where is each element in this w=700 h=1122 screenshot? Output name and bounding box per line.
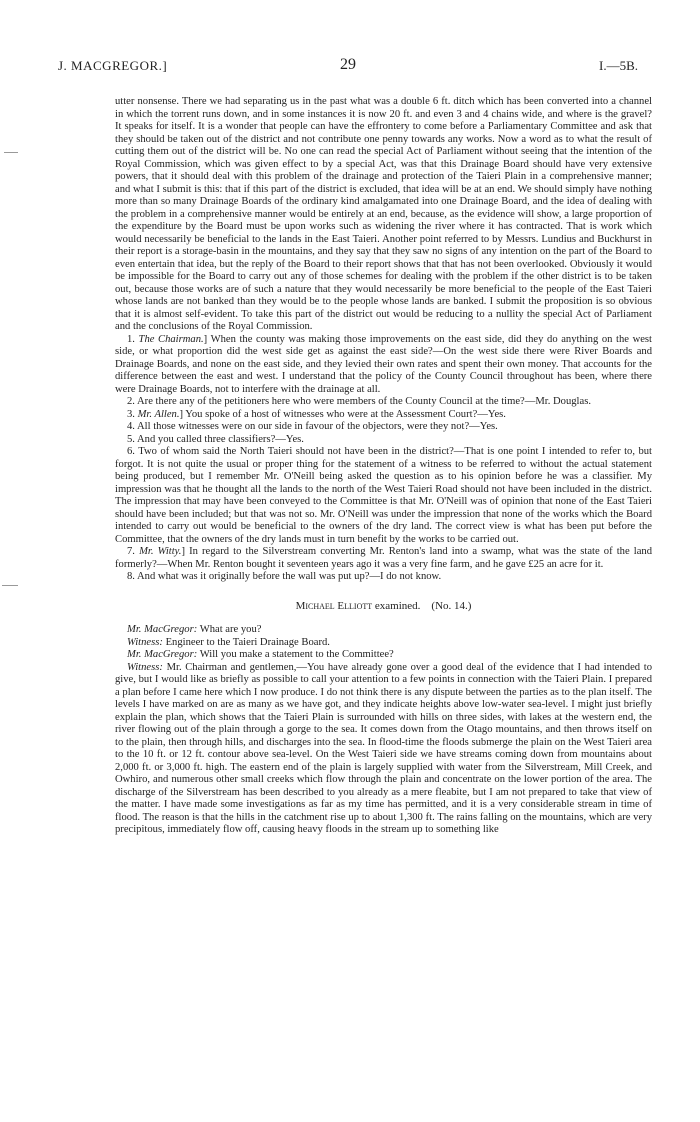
header-witness-name: J. MACGREGOR.] [58,58,168,73]
question-2: 2. Are there any of the petitioners here who were members of the County Council at the time?—Mr. Douglas. [127,396,591,407]
witness-name: Michael Elliott [295,599,373,612]
page-number: 29 [340,56,356,73]
page-body [115,96,652,837]
question-speaker: Mr. Allen. [137,408,180,420]
question-7: 7. Mr. Witty.] In regard to the Silverstream converting Mr. Renton's land into a swamp, what was the state of the land formerly?—When Mr. Renton bought it seventeen years ago it was a very fine farm, and he gave £25 an acre for it. [115,546,653,570]
question-speaker: Mr. Witty. [139,546,182,557]
section-heading: Michael Elliott examined. (No. 14.) [295,599,472,612]
margin-mark [4,152,18,153]
dialogue-line: Witness: Engineer to the Taieri Drainage Board. [127,636,330,648]
question-8: 8. And what was it originally before the wall was put up?—I do not know. [127,571,442,582]
opening-paragraph: utter nonsense. There we had separating us in the past what was a double 6 ft. ditch which has been converted into a channel in which the torrent runs down, and in some instances it is now 20 ft. and even 3 and 4 chains wide, and where is the gravel? It speaks for itself. It is a wonder that people can have the effrontery to come before a Parliamentary Committee and ask that they should be taken out of the district and not contribute one penny towards any works. Now a word as to what the result of cutting them out of the district will be. No one can read the special Act of Parliament without seeing that the intention of the Royal Commission, which was given effect to by a special Act, was that this Drainage Board should have very extensive powers, that it should deal with this problem of the drainage and protection of the Taieri Plain in a comprehensive manner; and what I submit is this: that if this part of the district is excluded, that idea will be at an end. We should simply have nothing more than so many Drainage Boards of the ordinary kind amalgamated into one Drainage Board, and the idea of dealing with the problem in a comprehensive manner would be entirely at an end, because, as the evidence will show, a large proportion of the expenditure by the Board must be upon works such as widening the river where it has contracted. That is work which would necessarily be beneficial to the lands in the East Taieri. Another point referred to by Messrs. Lundius and Buckhurst in their report is a storage-basin in the mountains, and they say that they saw no signs of any intention on the part of the Board to even entertain that idea, but the reply of the Board to their report shows that that has not been overlooked. Obviously it would be impossible for the Board to carry out any of those schemes for dealing with the problem if the other district is to be taken out, because those works are of such a nature that they would necessarily be more beneficial to the people of the East Taieri whose lands are not banked than they would be to the people whose lands are banked. I submit the proposition is so obvious that it is almost self-evident. To take this part of the district out would be reducing to a nullity the special Act of Parliament and the conclusions of the Royal Commission. [115,96,652,332]
question-1: 1. The Chairman.] When the county was making those improvements on the east side, did they do anything on the west side, or what proportion did the west side get as against the east side?—On the west side there were River Boards and Drainage Boards, and none on the east side, and they levied their own rates and spent their own money. That accounts for the difference between the east and west. I understand that the policy of the County Council throughout has been, where there were Drainage Boards, not to interfere with the drainage at all. [115,333,652,395]
witness-statement: Witness: Mr. Chairman and gentlemen,—You have already gone over a good deal of the evidence that I had intended to give, but I would like as briefly as possible to call your attention to a few points in connection with the Taieri Plain. I prepared a plan before I came here which I now produce. I do not think there is any dispute between the parties as to the plan itself. The levels I have marked on are as many as we have got, and they indicate heights above low-water sea-level. I might just briefly explain the plan, which shows that the Taieri Plain is surrounded with hills on three sides, with lakes at the western end, the river flowing out of the plain through a gorge to the sea. It comes down from the Otago mountains, and then throws itself on to the plain, then through hills, and discharges into the sea. In flood-time the floods submerge the plain on the West Taieri area to the 10 ft. or 12 ft. contour above sea-level. On the West Taieri side we have streams coming down from mountains about 2,000 ft. or 3,000 ft. high. The eastern end of the plain is largely supplied with water from the Silverstream, Mill Creek, and Owhiro, and numerous other small creeks which flow through the plain and concentrate on the lower portion of the area. The discharge of the Silverstream has been described to you already as a mere fleabite, but I am not prepared to take that view of the matter. I have made some investigations as far as my time has permitted, and it is a very considerable stream in time of flood. The reason is that the hills in the catchment rise up to about 1,300 ft. The rains falling on the mountains, which are very precipitous, immediately flow off, causing heavy floods in the stream up to something like [115,661,652,835]
question-4: 4. All those witnesses were on our side in favour of the objectors, were they not?—Yes. [127,421,498,432]
margin-mark [2,585,18,586]
dialogue-line: Mr. MacGregor: What are you? [127,624,262,635]
document-reference: I.—5B. [599,58,638,73]
question-5: 5. And you called three classifiers?—Yes. [127,433,304,445]
page-header [58,56,638,76]
question-3: 3. Mr. Allen.] You spoke of a host of witnesses who were at the Assessment Court?—Yes. [127,408,506,420]
witness-number: (No. 14.) [431,599,472,612]
dialogue-line: Mr. MacGregor: Will you make a statement to the Committee? [127,649,394,660]
question-6: 6. Two of whom said the North Taieri should not have been in the district?—That is one point I intended to refer to, but forgot. It is not quite the usual or proper thing for the statement of a witness to be referred to without the actual statement being produced, but I remember Mr. O'Neill being asked the question as to his opinion before he was a classifier. My impression was that he thought all the lands to the north of the West Taieri Road should not have been included in the district. The impression that may have been conveyed to the Committee is that Mr. O'Neill was of opinion that none of the East Taieri should have been included; but that was not so. Mr. O'Neill was under the impression that none of the works which the Board intended to carry out would be beneficial to the owners of the dry land. The correct view is what has been put before the Committee, that the owners of the dry lands must in turn benefit by the works to be carried out. [115,446,652,545]
question-speaker: The Chairman. [138,333,204,345]
